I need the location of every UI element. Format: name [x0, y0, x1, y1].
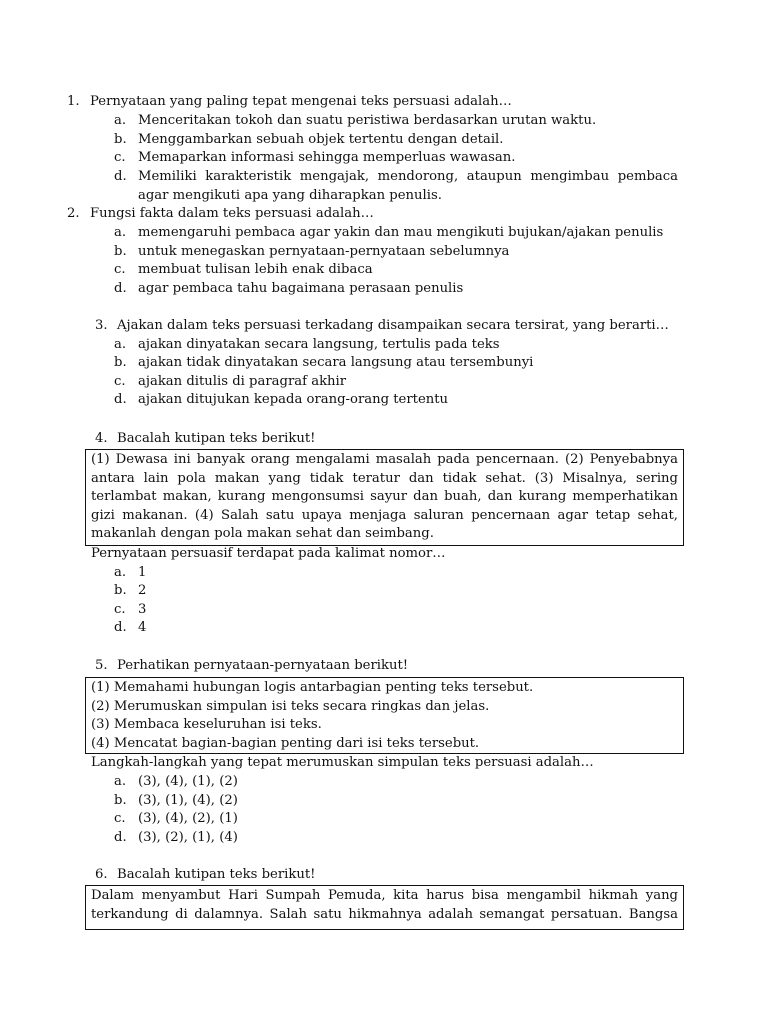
passage-line: terkandung di dalamnya. Salah satu hikmahnya adalah semangat persatuan. Bangsa [91, 906, 678, 922]
statement-item: (2) Merumuskan simpulan isi teks secara ringkas dan jelas. [91, 698, 490, 714]
question-1 [67, 93, 512, 112]
question-3-number: 3. [95, 318, 108, 333]
passage-line: (1) Dewasa ini banyak orang mengalami masalah pada pencernaan. (2) Penyebabnya [91, 452, 678, 467]
question-5-prompt: Langkah-langkah yang tepat merumuskan simpulan teks persuasi adalah… [91, 755, 594, 770]
statement-item: (1) Memahami hubungan logis antarbagian penting teks tersebut. [91, 680, 534, 695]
question-4-number: 4. [95, 431, 108, 446]
question-1-text: Pernyataan yang paling tepat mengenai teks persuasi adalah… [90, 94, 512, 109]
question-4-prompt: Pernyataan persuasif terdapat pada kalimat nomor… [91, 546, 446, 561]
passage-line: gizi makanan. (4) Salah satu upaya menjaga saluran pencernaan agar tetap sehat, [91, 507, 678, 523]
question-6-number: 6. [95, 867, 108, 882]
statement-item: (3) Membaca keseluruhan isi teks. [91, 717, 322, 733]
question-6-text: Bacalah kutipan teks berikut! [117, 867, 316, 882]
passage-line: antara lain pola makan yang tidak teratur dan tidak sehat. (3) Misalnya, sering [91, 470, 678, 486]
question-5-text: Perhatikan pernyataan-pernyataan berikut! [117, 658, 409, 673]
question-2-number: 2. [67, 206, 80, 221]
question-1-number: 1. [67, 94, 80, 109]
question-4-passage-box [85, 449, 684, 546]
question-6 [95, 866, 316, 885]
passage-line: Dalam menyambut Hari Sumpah Pemuda, kita harus bisa mengambil hikmah yang [91, 888, 678, 903]
question-1-option-d: d. Memiliki karakteristik mengajak, mendorong, ataupun mengimbau pembaca agar mengikuti apa yang diharapkan penulis. [114, 169, 678, 203]
question-3-text: Ajakan dalam teks persuasi terkadang disampaikan secara tersirat, yang berarti… [117, 318, 669, 333]
question-5 [95, 657, 409, 676]
question-4 [95, 430, 316, 449]
statement-item: (4) Mencatat bagian-bagian penting dari isi teks tersebut. [91, 735, 480, 751]
passage-line: makanlah dengan pola makan sehat dan seimbang. [91, 526, 434, 542]
question-4-text: Bacalah kutipan teks berikut! [117, 431, 316, 446]
question-3 [95, 317, 669, 336]
passage-line: terlambat makan, kurang mengonsumsi sayur dan buah, dan kurang memperhatikan [91, 489, 678, 505]
question-5-number: 5. [95, 658, 108, 673]
question-2-text: Fungsi fakta dalam teks persuasi adalah… [90, 206, 374, 221]
question-6-passage-box [85, 885, 684, 930]
page: 1. Pernyataan yang paling tepat mengenai teks persuasi adalah… a. Menceritakan tokoh dan suatu peristiwa berdasarkan urutan waktu. b. Menggambarkan sebuah objek tertentu dengan detail. c. Memaparkan informasi sehingga memperluas wawasan. d. Memiliki karakteristik mengajak, mendorong, ataupun mengimbau pembaca agar mengikuti apa yang diharapkan penulis. 2. Fungsi fakta dalam teks persuasi adalah… a. memengaruhi pembaca agar yakin dan mau mengikuti bujukan/ajakan penulis b. untuk menegaskan pernyataan-pernyataan sebelumnya c. membuat tulisan lebih enak dibaca d. agar pembaca tahu bagaimana perasaan penulis 3. Ajakan dalam teks persuasi terkadang disampaikan secara tersirat, yang berarti… a. ajakan dinyatakan secara langsung, tertulis pada teks b. ajakan tidak dinyatakan secara langsung atau tersembunyi c. ajakan ditulis di paragraf akhir d. ajakan ditujukan kepada orang-orang tertentu 4. Bacalah kutipan teks berikut! (1) Dewasa ini banyak orang mengalami masalah pada pencernaan. (2) Penyebabnya antara lain pola makan yang tidak teratur dan tidak sehat. (3) Misalnya, sering terlambat makan, kurang mengonsumsi sayur dan buah, dan kurang memperhatikan gizi makanan. (4) Salah satu upaya menjaga saluran pencernaan agar tetap sehat, makanlah dengan pola makan sehat dan seimbang. Pernyataan persuasif terdapat pada kalimat nomor… a. 1 b. 2 c. 3 d. 4 5. Perhatikan pernyataan-pernyataan berikut! (1) Memahami hubungan logis antarbagian penting teks tersebut. (2) Merumuskan simpulan isi teks secara ringkas dan jelas. (3) Membaca keseluruhan isi teks. (4) Mencatat bagian-bagian penting dari isi teks tersebut. Langkah-langkah yang tepat merumuskan simpulan teks persuasi adalah… a. (3), (4), (1), (2) b. (3), (1), (4), (2) c. (3), (4), (2), (1) d. (3), (2), (1), (4) 6. Bacalah kutipan teks berikut! Dalam menyambut Hari Sumpah Pemuda, kita harus bisa mengambil hikmah yang terkandung di dalamnya. Salah satu hikmahnya adalah semangat persatuan. Bangsa [0, 0, 768, 1024]
question-2 [67, 205, 374, 224]
question-5-statements-box [85, 677, 684, 754]
